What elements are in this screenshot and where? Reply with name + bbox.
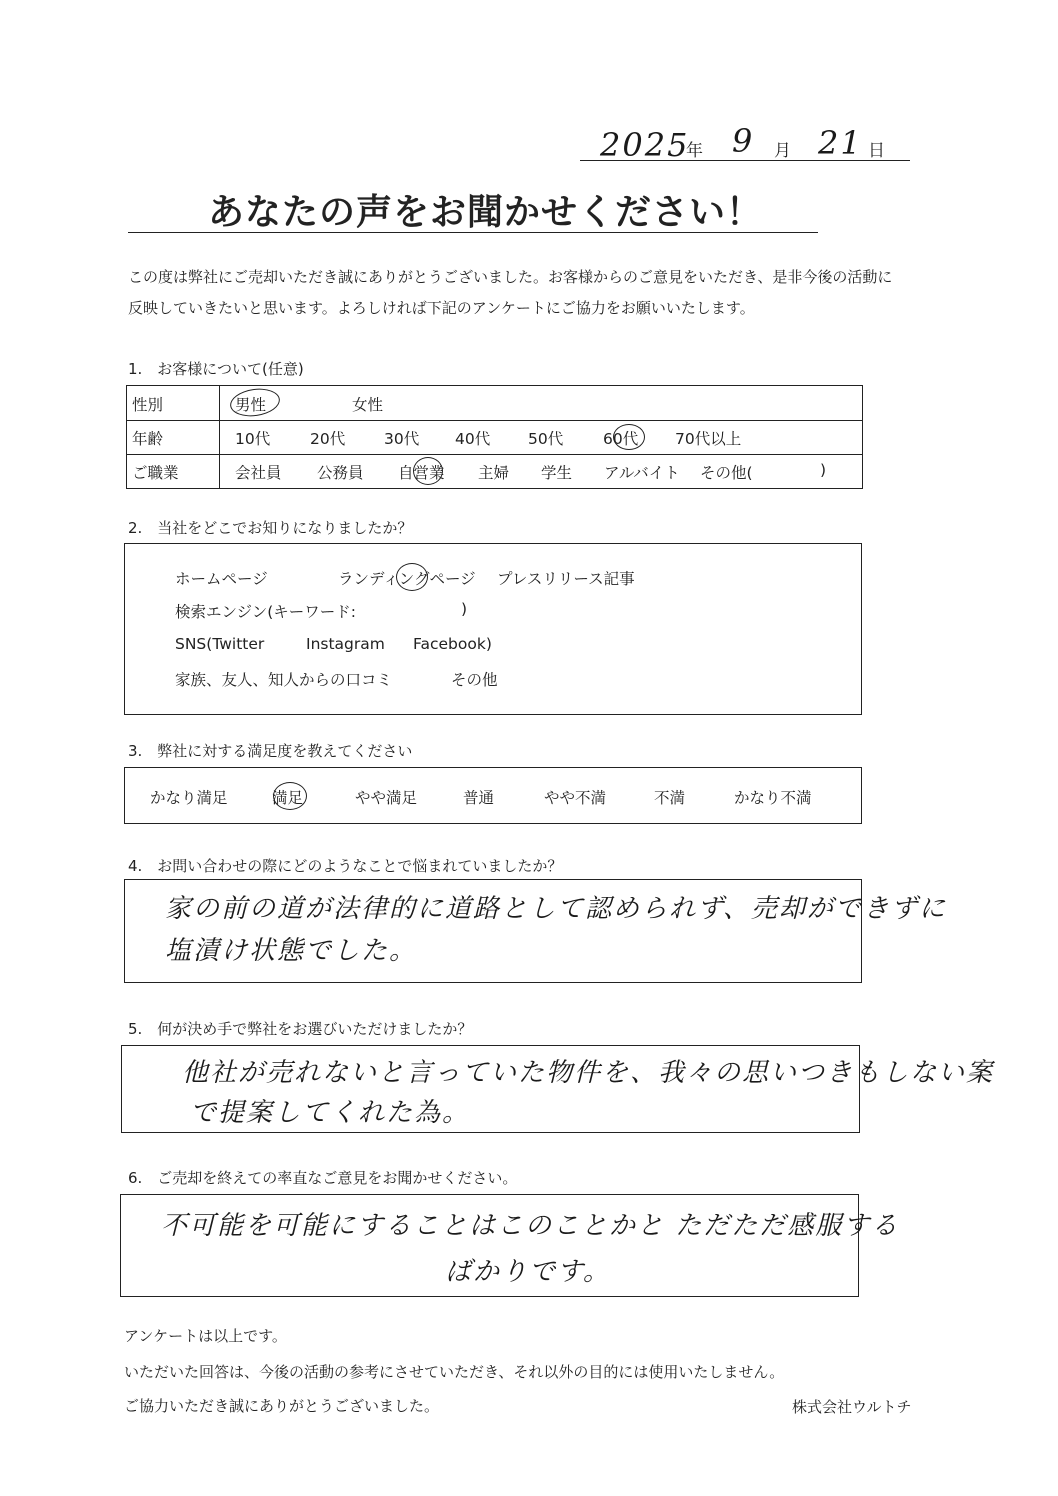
date-month-unit: 月 xyxy=(774,141,791,161)
gender-option-male[interactable]: 男性 xyxy=(235,396,267,414)
date-day-unit: 日 xyxy=(868,141,885,161)
job-option-civil-servant[interactable]: 公務員 xyxy=(317,464,364,482)
q3-box xyxy=(124,767,862,824)
job-option-part-time[interactable]: アルバイト xyxy=(604,464,680,482)
q5-answer-line-2: で提案してくれた為。 xyxy=(190,1098,471,1128)
q2-option-other[interactable]: その他 xyxy=(451,671,498,689)
job-option-other[interactable]: その他( xyxy=(700,464,753,482)
job-option-employee[interactable]: 会社員 xyxy=(235,464,282,482)
q6-answer-line-2: ばかりです。 xyxy=(445,1257,611,1287)
q2-option-instagram[interactable]: Instagram xyxy=(306,635,385,653)
age-label: 年齢 xyxy=(132,430,164,448)
q1-row-divider xyxy=(127,454,862,455)
intro-line-1: この度は弊社にご売却いただき誠にありがとうございました。お客様からのご意見をいただき、是非今後の活動に xyxy=(128,268,893,286)
age-option-30s[interactable]: 30代 xyxy=(384,430,420,448)
q2-option-sns[interactable]: SNS(Twitter xyxy=(175,635,265,653)
age-option-40s[interactable]: 40代 xyxy=(455,430,491,448)
q4-answer-line-2: 塩漬け状態でした。 xyxy=(165,936,418,966)
date-underline xyxy=(580,160,910,161)
q1-table xyxy=(126,385,863,489)
gender-label: 性別 xyxy=(132,396,164,414)
date-year-unit: 年 xyxy=(686,141,703,161)
gender-option-female[interactable]: 女性 xyxy=(352,396,384,414)
age-option-20s[interactable]: 20代 xyxy=(310,430,346,448)
q2-option-homepage[interactable]: ホームページ xyxy=(175,570,268,588)
date-year: 2025 xyxy=(600,126,690,164)
q3-option-satisfied[interactable]: 満足 xyxy=(272,789,304,807)
company-name: 株式会社ウルトチ xyxy=(792,1398,912,1416)
q6-answer-line-1: 不可能を可能にすることはこのことかと ただただ感服する xyxy=(161,1211,900,1241)
job-option-student[interactable]: 学生 xyxy=(541,464,573,482)
date-day: 21 xyxy=(818,124,863,162)
q5-answer-box[interactable] xyxy=(121,1045,995,1133)
age-option-50s[interactable]: 50代 xyxy=(528,430,564,448)
q4-heading: 4. お問い合わせの際にどのようなことで悩まれていましたか？ xyxy=(128,857,563,875)
title-underline xyxy=(128,232,818,233)
q3-heading: 3. 弊社に対する満足度を教えてください xyxy=(128,742,413,760)
intro-line-2: 反映していきたいと思います。よろしければ下記のアンケートにご協力をお願いいたします。 xyxy=(128,299,755,317)
q2-option-press-release[interactable]: プレスリリース記事 xyxy=(497,570,635,588)
q5-answer-line-1: 他社が売れないと言っていた物件を、我々の思いつきもしない案 xyxy=(182,1058,995,1088)
job-option-other-close: ) xyxy=(820,461,827,479)
job-option-self-employed[interactable]: 自営業 xyxy=(398,464,445,482)
q6-answer-box[interactable] xyxy=(120,1194,900,1297)
q2-option-landing-page[interactable]: ランディングページ xyxy=(338,570,476,588)
footer-line-2: いただいた回答は、今後の活動の参考にさせていただき、それ以外の目的には使用いたしません。 xyxy=(124,1363,785,1381)
q3-option-dissatisfied[interactable]: 不満 xyxy=(654,789,686,807)
selection-mark xyxy=(396,563,428,591)
q3-option-very-satisfied[interactable]: かなり満足 xyxy=(150,789,228,807)
q1-row-divider xyxy=(127,420,862,421)
q4-answer-line-1: 家の前の道が法律的に道路として認められず、売却ができずに xyxy=(165,894,947,924)
q2-box xyxy=(124,543,862,715)
page-title: あなたの声をお聞かせください！ xyxy=(208,192,764,233)
q3-option-somewhat-dissatisfied[interactable]: やや不満 xyxy=(544,789,607,807)
date-month: 9 xyxy=(732,122,755,160)
q5-heading: 5. 何が決め手で弊社をお選びいただけましたか？ xyxy=(128,1020,473,1038)
age-option-60s[interactable]: 60代 xyxy=(603,430,639,448)
q2-option-word-of-mouth[interactable]: 家族、友人、知人からの口コミ xyxy=(175,671,393,689)
footer-line-3: ご協力いただき誠にありがとうございました。 xyxy=(124,1397,440,1415)
q6-heading: 6. ご売却を終えての率直なご意見をお聞かせください。 xyxy=(128,1169,518,1187)
selection-mark xyxy=(613,424,645,450)
q1-heading: 1. お客様について(任意) xyxy=(128,360,304,378)
q2-option-facebook[interactable]: Facebook) xyxy=(413,635,492,653)
age-option-70s-plus[interactable]: 70代以上 xyxy=(675,430,742,448)
footer-line-1: アンケートは以上です。 xyxy=(124,1327,287,1345)
q3-option-neutral[interactable]: 普通 xyxy=(463,789,495,807)
q3-option-very-dissatisfied[interactable]: かなり不満 xyxy=(734,789,812,807)
q3-option-somewhat-satisfied[interactable]: やや満足 xyxy=(355,789,418,807)
q4-answer-box[interactable] xyxy=(124,879,947,983)
q2-heading: 2. 当社をどこでお知りになりましたか？ xyxy=(128,519,413,537)
job-label: ご職業 xyxy=(132,464,179,482)
selection-mark xyxy=(413,457,443,485)
q1-col-divider xyxy=(219,386,220,488)
q2-search-close: ) xyxy=(461,600,468,618)
selection-mark xyxy=(273,782,307,810)
job-option-homemaker[interactable]: 主婦 xyxy=(478,464,510,482)
q2-option-search-engine[interactable]: 検索エンジン(キーワード: xyxy=(175,603,356,621)
age-option-10s[interactable]: 10代 xyxy=(235,430,271,448)
